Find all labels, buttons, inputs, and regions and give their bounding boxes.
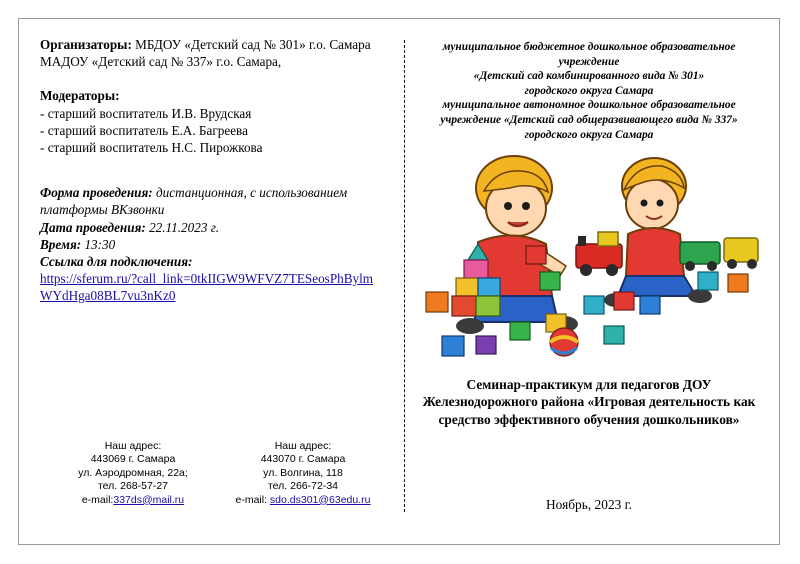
brochure-date: Ноябрь, 2023 г. [545, 497, 633, 512]
organizers-line1: МБДОУ «Детский сад № 301» г.о. Самара [131, 37, 371, 52]
toy-ball [550, 328, 578, 356]
address-block-337 [48, 440, 218, 507]
address-street: ул. Волгина, 118 [263, 466, 343, 479]
email-link[interactable]: 337ds@mail.ru [113, 493, 185, 506]
header-line: «Детский сад комбинированного вида № 301» [473, 70, 705, 83]
header-line: городского округа Самара [524, 84, 654, 97]
form-label: Форма проведения: [40, 185, 153, 201]
form-value: дистанционная, с использованием платформы ВКзвонки [40, 185, 348, 218]
moderator-item: - старший воспитатель Н.С. Пирожкова [40, 140, 263, 156]
address-phone: тел. 268-57-27 [97, 480, 168, 493]
seminar-line: средство эффективного обучения дошкольников» [438, 411, 740, 427]
header-line: городского округа Самара [524, 128, 654, 141]
time-value: 13:30 [81, 236, 116, 252]
date-value: 22.11.2023 г. [145, 219, 219, 235]
header-line: муниципальное бюджетное дошкольное образовательное учреждение [442, 41, 736, 68]
address-zip-city: 443070 г. Самара [260, 453, 346, 466]
email-link[interactable]: sdo.ds301@63edu.ru [269, 493, 371, 506]
header-line: учреждение «Детский сад общеразвивающего вида № 337» [440, 113, 738, 126]
event-time [40, 236, 380, 253]
address-street: ул. Аэродромная, 22а; [78, 466, 188, 479]
form-of-event [40, 184, 380, 218]
moderators-label: Модераторы: [40, 88, 120, 104]
seminar-title [414, 376, 764, 428]
moderator-item: - старший воспитатель Е.А. Багреева [40, 122, 248, 138]
institutions-header [414, 40, 764, 142]
boy-right-figure [604, 158, 712, 307]
address-title: Наш адрес: [274, 440, 332, 452]
moderator-item: - старший воспитатель И.В. Врудская [40, 105, 252, 121]
address-phone: тел. 266-72-34 [267, 480, 338, 493]
organizers [40, 36, 380, 53]
seminar-line: Железнодорожного района «Игровая деятельность как [422, 394, 756, 410]
left-panel [40, 36, 380, 305]
link-label: Ссылка для подключения: [40, 254, 193, 270]
fold-line [404, 40, 405, 512]
email-label: e-mail: [81, 493, 114, 506]
address-block-301 [218, 440, 388, 507]
seminar-line: Семинар-практикум для педагогов ДОУ [466, 377, 712, 392]
date-label: Дата проведения: [40, 219, 146, 235]
header-line: муниципальное автономное дошкольное образовательное [442, 99, 736, 112]
address-title: Наш адрес: [104, 440, 162, 452]
organizers-line2: МАДОУ «Детский сад № 337» г.о. Самара, [40, 54, 282, 70]
connection-link[interactable]: https://sferum.ru/?call_link=0tkIIGW9WFVZ7TESeosPhBylmWYdHga08BL7vu3nKz0 [40, 271, 374, 304]
children-playing-illustration [418, 146, 770, 370]
organizers-label: Организаторы: [40, 37, 132, 52]
email-label: e-mail: [235, 493, 270, 506]
address-zip-city: 443069 г. Самара [90, 453, 176, 466]
event-date [40, 219, 380, 236]
time-label: Время: [40, 236, 82, 252]
